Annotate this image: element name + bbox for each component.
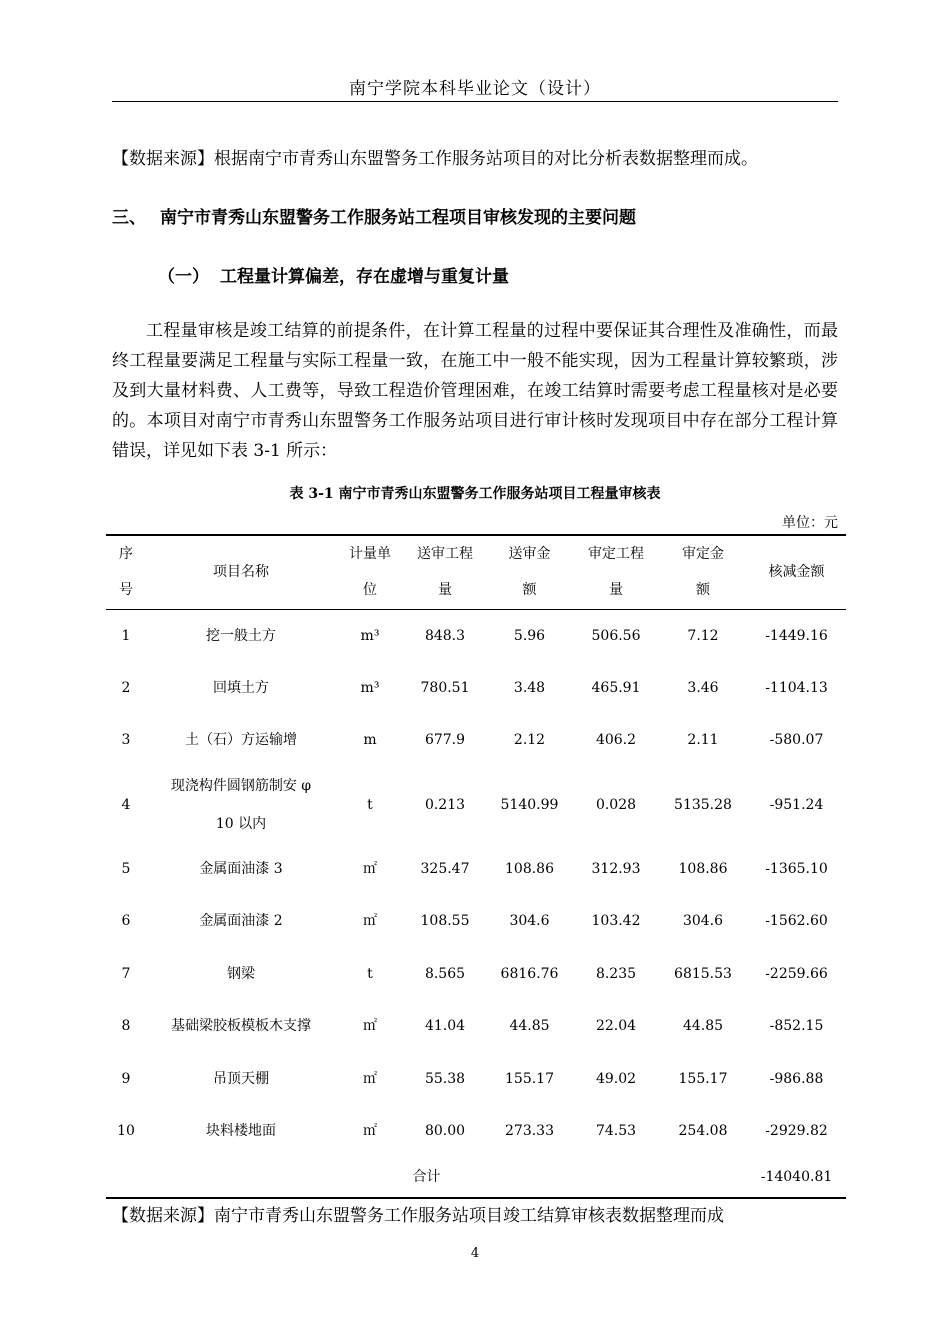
table-row: [106, 1053, 846, 1106]
cell-submitted-amt: 5140.99: [500, 796, 559, 813]
cell-no: 4: [121, 796, 131, 813]
cell-reduction: -852.15: [769, 1018, 824, 1035]
cell-no: 6: [121, 913, 131, 930]
cell-unit: m³: [360, 679, 380, 696]
cell-name: 钢梁: [227, 965, 255, 982]
table-row: [106, 714, 846, 767]
cell-name: 现浇构件圆钢筋制安 φ 10 以内: [170, 777, 312, 832]
cell-submitted-amt: 304.6: [509, 913, 550, 930]
cell-approved-amt: 7.12: [687, 627, 719, 644]
cell-no: 3: [121, 732, 131, 749]
cell-approved-qty: 22.04: [595, 1018, 637, 1035]
table-caption: 表 3-1 南宁市青秀山东盟警务工作服务站项目工程量审核表: [289, 486, 661, 502]
cell-unit: ㎡: [363, 1123, 377, 1140]
cell-submitted-amt: 5.96: [513, 627, 546, 644]
cell-approved-qty: 465.91: [591, 679, 641, 696]
cell-unit: ㎡: [363, 860, 377, 877]
cell-unit: t: [367, 796, 373, 813]
subsection-title: 工程量计算偏差，存在虚增与重复计量: [220, 267, 509, 287]
header-no: 序 号: [106, 535, 146, 609]
cell-no: 5: [121, 860, 131, 877]
cell-submitted-qty: 848.3: [424, 627, 466, 644]
header-approved-qty: 审定工程 量: [573, 535, 659, 609]
cell-submitted-qty: 80.00: [424, 1123, 466, 1140]
header-unit: 计量单 位: [336, 535, 404, 609]
cell-name: 回填土方: [213, 679, 269, 696]
cell-no: 2: [121, 679, 131, 696]
cell-submitted-qty: 780.51: [420, 679, 470, 696]
header-reduction: 核减金额: [747, 535, 846, 609]
page-number: 4: [470, 1246, 480, 1261]
cell-submitted-amt: 273.33: [505, 1123, 554, 1140]
cell-name: 基础梁胶板模板木支撑: [171, 1018, 311, 1035]
cell-name: 金属面油漆 3: [199, 860, 283, 877]
cell-unit: m³: [360, 627, 380, 644]
cell-submitted-qty: 677.9: [424, 732, 466, 749]
cell-submitted-qty: 41.04: [424, 1018, 466, 1035]
cell-reduction: -1104.13: [765, 679, 828, 696]
table-total-row: [106, 1158, 846, 1198]
cell-submitted-amt: 2.12: [513, 732, 546, 749]
section-heading: [112, 203, 838, 228]
cell-no: 10: [117, 1123, 135, 1140]
table-row: [106, 895, 846, 948]
cell-reduction: -1449.16: [765, 627, 828, 644]
cell-name: 挖一般土方: [206, 627, 276, 644]
header-name: 项目名称: [146, 535, 336, 609]
cell-unit: t: [367, 965, 373, 982]
cell-approved-qty: 49.02: [595, 1070, 637, 1087]
cell-reduction: -2259.66: [765, 965, 828, 982]
cell-approved-amt: 5135.28: [674, 796, 732, 813]
cell-reduction: -951.24: [769, 796, 824, 813]
total-label: 合计: [106, 1158, 747, 1198]
cell-name: 块料楼地面: [206, 1123, 276, 1140]
cell-submitted-qty: 108.55: [420, 913, 470, 930]
cell-submitted-amt: 108.86: [505, 860, 554, 877]
cell-submitted-qty: 325.47: [420, 860, 470, 877]
source-note-top: 【数据来源】根据南宁市青秀山东盟警务工作服务站项目的对比分析表数据整理而成。: [112, 149, 758, 169]
cell-submitted-amt: 3.48: [513, 679, 546, 696]
section-number: 三、: [112, 208, 146, 228]
cell-approved-qty: 103.42: [591, 913, 641, 930]
cell-reduction: -986.88: [769, 1070, 824, 1087]
cell-name: 吊顶天棚: [213, 1070, 269, 1087]
cell-approved-amt: 254.08: [678, 1123, 728, 1140]
cell-approved-amt: 6815.53: [674, 965, 732, 982]
cell-submitted-amt: 44.85: [509, 1018, 550, 1035]
cell-submitted-amt: 155.17: [505, 1070, 554, 1087]
cell-approved-amt: 2.11: [687, 732, 719, 749]
cell-unit: m: [363, 732, 377, 749]
cell-approved-qty: 406.2: [595, 732, 637, 749]
cell-approved-amt: 44.85: [682, 1018, 724, 1035]
cell-approved-qty: 74.53: [595, 1123, 637, 1140]
cell-reduction: -1365.10: [765, 860, 828, 877]
table-header-row: [106, 535, 846, 609]
table-row: [106, 948, 846, 1001]
cell-approved-qty: 0.028: [595, 796, 637, 813]
cell-approved-amt: 3.46: [687, 679, 719, 696]
subsection-heading: [158, 262, 884, 287]
table-unit-note: 单位：元: [782, 515, 838, 531]
header-rule: [112, 101, 838, 102]
header-title: 南宁学院本科毕业论文（设计）: [349, 79, 601, 99]
table-row: [106, 843, 846, 896]
source-note-bottom: 【数据来源】南宁市青秀山东盟警务工作服务站项目竣工结算审核表数据整理而成: [112, 1206, 724, 1226]
cell-reduction: -2929.82: [765, 1123, 828, 1140]
table-row: [106, 662, 846, 715]
cell-no: 9: [121, 1070, 131, 1087]
header-approved-amt: 审定金 额: [659, 535, 747, 609]
header-submitted-qty: 送审工程 量: [404, 535, 486, 609]
table-row: [106, 609, 846, 662]
cell-reduction: -580.07: [769, 732, 824, 749]
cell-approved-amt: 155.17: [678, 1070, 728, 1087]
cell-name: 土（石）方运输增: [185, 732, 297, 749]
cell-approved-qty: 506.56: [591, 627, 641, 644]
cell-unit: ㎡: [363, 1018, 377, 1035]
cell-submitted-qty: 0.213: [424, 796, 466, 813]
body-paragraph: 工程量审核是竣工结算的前提条件，在计算工程量的过程中要保证其合理性及准确性，而最终工程量要满足工程量与实际工程量一致，在施工中一般不能实现，因为工程量计算较繁琐，涉及到大量材料费、人工费等，导致工程造价管理困难，在竣工结算时需要考虑工程量核对是必要的。本项目对南宁市青秀山东盟警务工作服务站项目进行审计核时发现项目中存在部分工程计算错误，详见如下表 3-1 所示：: [112, 321, 838, 461]
table-row: [106, 1000, 846, 1053]
cell-approved-amt: 304.6: [682, 913, 724, 930]
cell-submitted-amt: 6816.76: [500, 965, 559, 982]
cell-approved-qty: 8.235: [595, 965, 637, 982]
table-row: [106, 1105, 846, 1158]
section-title: 南宁市青秀山东盟警务工作服务站工程项目审核发现的主要问题: [160, 208, 636, 228]
cell-submitted-qty: 8.565: [424, 965, 466, 982]
table-row: [106, 767, 846, 843]
cell-no: 8: [121, 1018, 131, 1035]
cell-approved-amt: 108.86: [678, 860, 728, 877]
cell-name: 金属面油漆 2: [199, 913, 283, 930]
subsection-number: （一）: [158, 267, 209, 287]
audit-table: [106, 534, 846, 1199]
cell-no: 7: [121, 965, 131, 982]
cell-no: 1: [121, 627, 131, 644]
cell-unit: ㎡: [363, 1070, 377, 1087]
cell-reduction: -1562.60: [765, 913, 828, 930]
total-reduction: -14040.81: [747, 1158, 846, 1198]
cell-approved-qty: 312.93: [591, 860, 641, 877]
header-submitted-amt: 送审金 额: [486, 535, 573, 609]
cell-submitted-qty: 55.38: [424, 1070, 466, 1087]
cell-unit: ㎡: [363, 913, 377, 930]
